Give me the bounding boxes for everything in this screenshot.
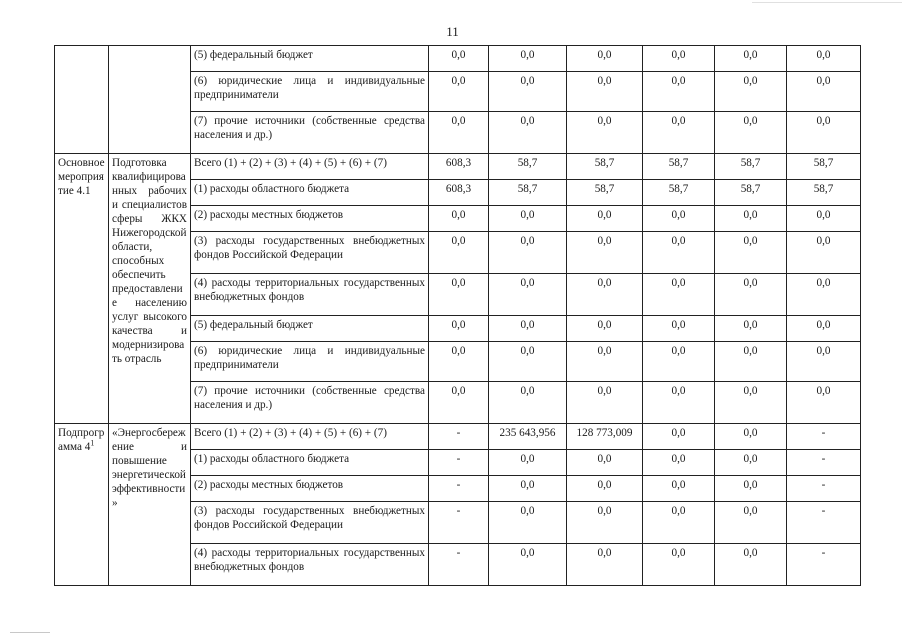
value-cell: - [429, 502, 489, 544]
value-cell: 0,0 [489, 316, 567, 342]
value-cell: - [787, 502, 861, 544]
value-cell: 58,7 [489, 154, 567, 180]
value-cell: 0,0 [429, 382, 489, 424]
value-cell: 0,0 [787, 382, 861, 424]
page-number: 11 [446, 24, 459, 39]
value-cell: 0,0 [489, 382, 567, 424]
scan-artifact-bottom [10, 632, 50, 633]
value-cell: 0,0 [643, 424, 715, 450]
value-cell: - [429, 544, 489, 586]
value-cell: 0,0 [715, 544, 787, 586]
value-cell: 0,0 [643, 342, 715, 382]
source-label: (4) расходы территориальных государственных внебюджетных фондов [191, 544, 429, 586]
value-cell: 0,0 [715, 112, 787, 154]
subprogram-title: «Энергосбережение и повышение энергетической эффективности» [109, 424, 191, 586]
value-cell: - [787, 544, 861, 586]
value-cell: 0,0 [715, 424, 787, 450]
source-label: (5) федеральный бюджет [191, 316, 429, 342]
value-cell: 58,7 [715, 180, 787, 206]
value-cell: 0,0 [489, 112, 567, 154]
value-cell: 0,0 [489, 232, 567, 274]
source-label: (4) расходы территориальных государственных внебюджетных фондов [191, 274, 429, 316]
value-cell: 0,0 [643, 316, 715, 342]
value-cell: 0,0 [643, 476, 715, 502]
value-cell: 58,7 [643, 154, 715, 180]
value-cell: 0,0 [643, 502, 715, 544]
value-cell: 0,0 [715, 342, 787, 382]
value-cell: 0,0 [489, 46, 567, 72]
value-cell: 0,0 [429, 342, 489, 382]
value-cell: 0,0 [643, 112, 715, 154]
value-cell: 0,0 [567, 232, 643, 274]
value-cell: 235 643,956 [489, 424, 567, 450]
value-cell: 0,0 [429, 112, 489, 154]
value-cell: 0,0 [715, 206, 787, 232]
value-cell: 0,0 [643, 450, 715, 476]
activity-title: Подготовка квалифицированных рабочих и специалистов сферы ЖКХ Нижегородской области, способных обеспечить предоставление населению услуг высокого качества и модернизировать отрасль [109, 154, 191, 424]
value-cell: 608,3 [429, 154, 489, 180]
value-cell: 0,0 [715, 450, 787, 476]
value-cell: 58,7 [787, 154, 861, 180]
subprogram-code [55, 424, 109, 586]
value-cell: 0,0 [429, 46, 489, 72]
value-cell: 0,0 [787, 342, 861, 382]
value-cell: 58,7 [567, 180, 643, 206]
value-cell: 0,0 [429, 206, 489, 232]
value-cell: 0,0 [715, 502, 787, 544]
value-cell: - [429, 424, 489, 450]
value-cell: 0,0 [567, 382, 643, 424]
source-label: Всего (1) + (2) + (3) + (4) + (5) + (6) + (7) [191, 154, 429, 180]
value-cell: 0,0 [429, 232, 489, 274]
source-label: (3) расходы государственных внебюджетных фондов Российской Федерации [191, 232, 429, 274]
source-label: (1) расходы областного бюджета [191, 180, 429, 206]
source-label: (2) расходы местных бюджетов [191, 206, 429, 232]
value-cell: - [429, 450, 489, 476]
value-cell: 128 773,009 [567, 424, 643, 450]
value-cell: 0,0 [787, 72, 861, 112]
source-label: (2) расходы местных бюджетов [191, 476, 429, 502]
value-cell: 0,0 [787, 232, 861, 274]
value-cell: 608,3 [429, 180, 489, 206]
value-cell: 0,0 [715, 316, 787, 342]
source-label: Всего (1) + (2) + (3) + (4) + (5) + (6) + (7) [191, 424, 429, 450]
value-cell: 0,0 [715, 232, 787, 274]
activity-code: Основное мероприятие 4.1 [55, 154, 109, 424]
value-cell: 58,7 [489, 180, 567, 206]
value-cell: 0,0 [489, 206, 567, 232]
value-cell: 0,0 [489, 544, 567, 586]
value-cell: 58,7 [567, 154, 643, 180]
value-cell: 0,0 [567, 476, 643, 502]
value-cell: 0,0 [787, 274, 861, 316]
value-cell: 0,0 [787, 112, 861, 154]
value-cell: 0,0 [429, 72, 489, 112]
source-label: (6) юридические лица и индивидуальные предприниматели [191, 72, 429, 112]
value-cell: 0,0 [567, 502, 643, 544]
value-cell: - [429, 476, 489, 502]
value-cell: 0,0 [429, 316, 489, 342]
value-cell: - [787, 424, 861, 450]
value-cell: 0,0 [489, 342, 567, 382]
value-cell: 0,0 [567, 72, 643, 112]
footnote-marker: 1 [90, 438, 95, 448]
value-cell: - [787, 450, 861, 476]
value-cell: 0,0 [643, 544, 715, 586]
source-label: (1) расходы областного бюджета [191, 450, 429, 476]
source-label: (7) прочие источники (собственные средства населения и др.) [191, 112, 429, 154]
value-cell: 0,0 [567, 46, 643, 72]
row-header-empty [55, 46, 109, 154]
value-cell: 0,0 [715, 274, 787, 316]
value-cell: 0,0 [489, 502, 567, 544]
source-label: (5) федеральный бюджет [191, 46, 429, 72]
value-cell: 0,0 [715, 382, 787, 424]
value-cell: 0,0 [489, 274, 567, 316]
value-cell: 0,0 [567, 544, 643, 586]
value-cell: 58,7 [715, 154, 787, 180]
value-cell: 58,7 [787, 180, 861, 206]
value-cell: 0,0 [643, 274, 715, 316]
value-cell: 0,0 [643, 206, 715, 232]
source-label: (6) юридические лица и индивидуальные предприниматели [191, 342, 429, 382]
value-cell: 0,0 [489, 72, 567, 112]
value-cell: 58,7 [643, 180, 715, 206]
value-cell: 0,0 [489, 450, 567, 476]
budget-table [54, 45, 861, 586]
value-cell: 0,0 [489, 476, 567, 502]
source-label: (7) прочие источники (собственные средства населения и др.) [191, 382, 429, 424]
value-cell: 0,0 [787, 46, 861, 72]
value-cell: 0,0 [567, 206, 643, 232]
value-cell: 0,0 [787, 316, 861, 342]
table-row [55, 424, 861, 450]
value-cell: - [787, 476, 861, 502]
value-cell: 0,0 [429, 274, 489, 316]
value-cell: 0,0 [567, 316, 643, 342]
value-cell: 0,0 [643, 72, 715, 112]
value-cell: 0,0 [567, 112, 643, 154]
value-cell: 0,0 [715, 72, 787, 112]
value-cell: 0,0 [715, 46, 787, 72]
value-cell: 0,0 [787, 206, 861, 232]
subprogram-code-text: Подпрограмма 4 [58, 427, 105, 453]
table-row [55, 46, 861, 72]
value-cell: 0,0 [567, 274, 643, 316]
source-label: (3) расходы государственных внебюджетных фондов Российской Федерации [191, 502, 429, 544]
value-cell: 0,0 [715, 476, 787, 502]
row-subheader-empty [109, 46, 191, 154]
value-cell: 0,0 [643, 46, 715, 72]
value-cell: 0,0 [567, 342, 643, 382]
value-cell: 0,0 [643, 232, 715, 274]
table-row [55, 154, 861, 180]
value-cell: 0,0 [643, 382, 715, 424]
value-cell: 0,0 [567, 450, 643, 476]
scan-artifact-top [752, 2, 902, 3]
